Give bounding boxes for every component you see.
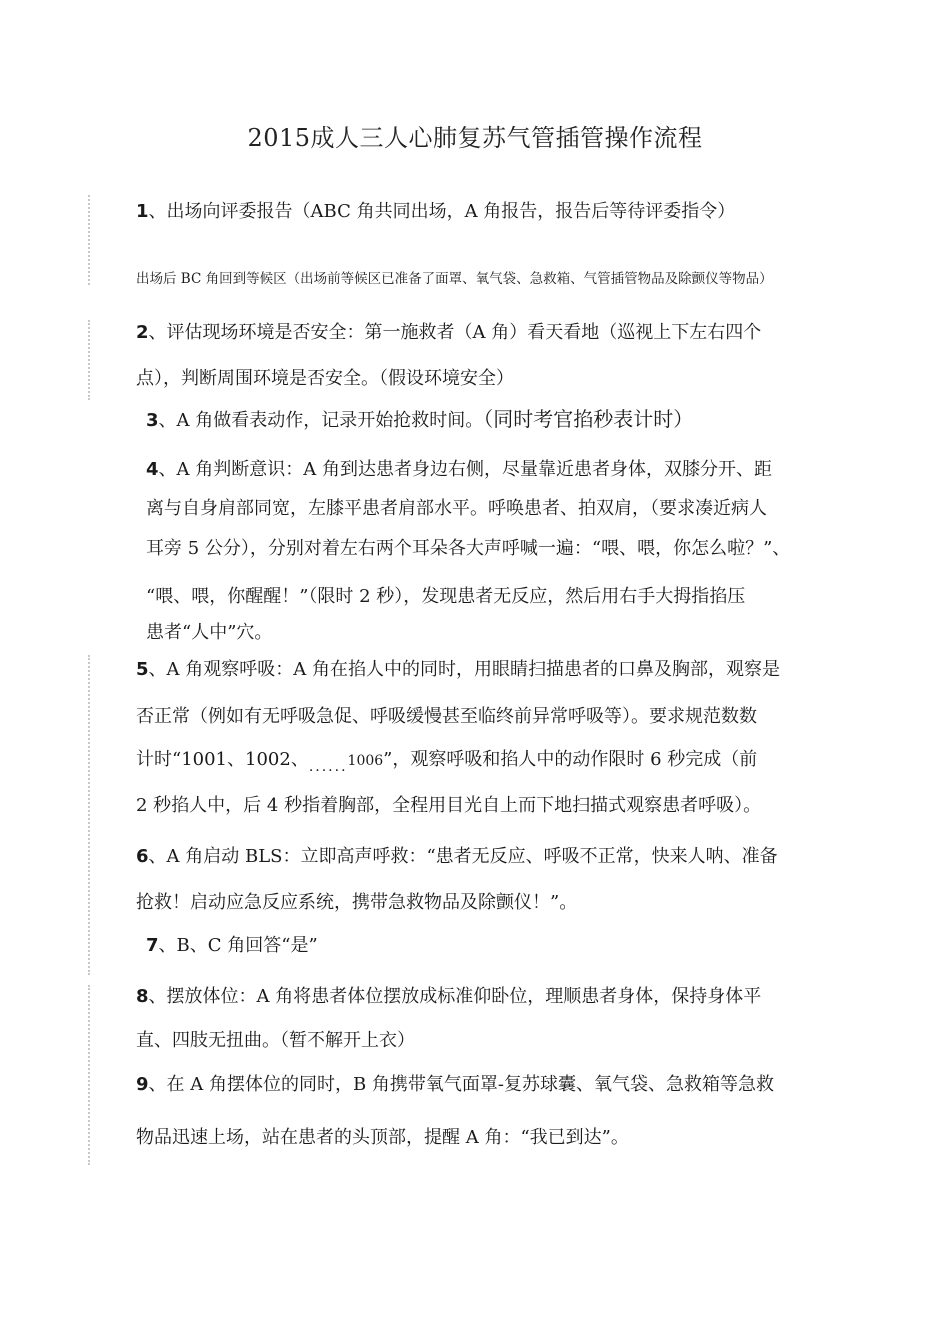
step-text: 物品迅速上场，站在患者的头顶部，提醒 A 角：“我已到达”。	[136, 1127, 629, 1148]
step-text: 、A 角做看表动作，记录开始抢救时间。	[158, 410, 484, 431]
step-4-line-5	[146, 622, 272, 644]
step-number: 8	[136, 986, 149, 1007]
step-aside: （同时考官掐秒表计时）	[483, 407, 694, 431]
step-8-line-1	[136, 986, 761, 1008]
step-4-line-1	[146, 459, 772, 481]
step-8-line-2	[136, 1030, 415, 1052]
step-text: 患者“人中”穴。	[146, 622, 273, 643]
step-text: 、A 角启动 BLS：立即高声呼救：“患者无反应、呼吸不正常，快来人呐、准备	[148, 846, 778, 867]
step-number: 6	[136, 846, 149, 867]
step-text: 、摆放体位：A 角将患者体位摆放成标准仰卧位，理顺患者身体，保持身体平	[148, 986, 762, 1007]
document-title: 2015成人三人心肺复苏气管插管操作流程	[247, 124, 703, 152]
step-2-line-1	[136, 322, 761, 344]
step-number: 9	[136, 1074, 149, 1095]
step-4-line-4	[146, 586, 745, 608]
step-number: 2	[136, 322, 149, 343]
step-number: 5	[136, 659, 149, 680]
step-note-line	[136, 268, 773, 290]
step-text: 直、四肢无扭曲。（暂不解开上衣）	[136, 1030, 415, 1051]
step-2-line-2	[136, 368, 514, 390]
step-text: 抢救！启动应急反应系统，携带急救物品及除颤仪！”。	[136, 892, 578, 913]
margin-marker	[88, 195, 94, 285]
step-text: 、B、C 角回答“是”	[158, 935, 318, 956]
margin-marker	[88, 320, 94, 400]
step-1-line-1	[136, 201, 735, 223]
step-9-line-1	[136, 1074, 774, 1096]
count-end: 1006	[347, 753, 384, 769]
step-text: 耳旁 5 公分），分别对着左右两个耳朵各大声呼喊一遍：“喂、喂，你怎么啦？”、	[146, 538, 791, 559]
step-6-line-1	[136, 846, 778, 868]
margin-marker	[88, 655, 94, 975]
step-number: 4	[146, 459, 159, 480]
step-text: “喂、喂，你醒醒！”（限时 2 秒），发现患者无反应，然后用右手大拇指掐压	[146, 586, 746, 607]
step-text: 、在 A 角摆体位的同时，B 角携带氧气面罩-复苏球囊、氧气袋、急救箱等急救	[148, 1074, 775, 1095]
step-text: 计时“1001、1002、	[136, 749, 309, 770]
step-7-line-1	[146, 935, 318, 957]
step-3-line-1	[146, 408, 693, 432]
step-text: 否正常（例如有无呼吸急促、呼吸缓慢甚至临终前异常呼吸等）。要求规范数数	[136, 706, 757, 727]
step-number: 3	[146, 410, 159, 431]
step-text: 出场后 BC 角回到等候区（出场前等候区已准备了面罩、氧气袋、急救箱、气管插管物品及除颤仪等物品）	[136, 271, 773, 287]
step-4-line-3	[146, 538, 790, 560]
margin-marker	[88, 985, 94, 1165]
step-text: 、出场向评委报告（ABC 角共同出场，A 角报告，报告后等待评委指令）	[148, 201, 736, 222]
step-text: 、评估现场环境是否安全：第一施救者（A 角）看天看地（巡视上下左右四个	[148, 322, 762, 343]
step-9-line-2	[136, 1127, 629, 1149]
step-text: 点），判断周围环境是否安全。（假设环境安全）	[136, 368, 514, 389]
step-5-line-1	[136, 659, 780, 681]
step-5-line-4	[136, 795, 761, 817]
count-ellipsis: ......	[308, 759, 348, 775]
step-text: 、A 角判断意识：A 角到达患者身边右侧，尽量靠近患者身体，双膝分开、距	[158, 459, 772, 480]
step-5-line-3	[136, 749, 757, 778]
step-text: 、A 角观察呼吸：A 角在掐人中的同时，用眼睛扫描患者的口鼻及胸部，观察是	[148, 659, 780, 680]
step-number: 7	[146, 935, 159, 956]
step-4-line-2	[146, 498, 767, 520]
step-text: 离与自身肩部同宽，左膝平患者肩部水平。呼唤患者、拍双肩，（要求凑近病人	[146, 498, 767, 519]
step-number: 1	[136, 201, 149, 222]
step-text: 2 秒掐人中，后 4 秒指着胸部，全程用目光自上而下地扫描式观察患者呼吸）。	[136, 795, 762, 816]
step-text: ”，观察呼吸和掐人中的动作限时 6 秒完成（前	[383, 749, 758, 770]
step-6-line-2	[136, 892, 577, 914]
step-5-line-2	[136, 706, 757, 728]
